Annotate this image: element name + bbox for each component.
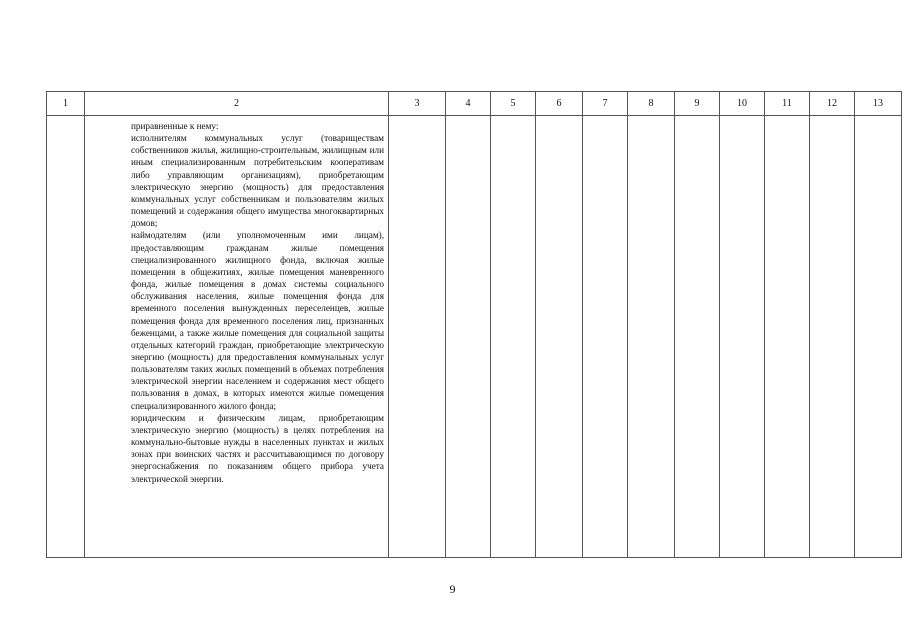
column-header-10: 10 <box>720 92 765 116</box>
cell-col-11 <box>765 116 810 558</box>
cell-col-9 <box>675 116 720 558</box>
consumer-description <box>131 120 384 485</box>
column-header-9: 9 <box>675 92 720 116</box>
cell-col-4 <box>446 116 491 558</box>
column-header-11: 11 <box>765 92 810 116</box>
page-number: 9 <box>449 582 456 596</box>
cell-col-5 <box>491 116 536 558</box>
cell-col-10 <box>720 116 765 558</box>
column-header-5: 5 <box>491 92 536 116</box>
column-header-3: 3 <box>389 92 446 116</box>
column-number-row <box>47 92 902 116</box>
cell-col-12 <box>810 116 855 558</box>
description-paragraph: приравненные к нему: <box>131 121 219 131</box>
column-header-12: 12 <box>810 92 855 116</box>
table-row <box>47 116 902 558</box>
column-header-8: 8 <box>628 92 675 116</box>
tariff-table <box>46 91 902 558</box>
cell-col-2 <box>85 116 389 558</box>
cell-col-3 <box>389 116 446 558</box>
column-header-4: 4 <box>446 92 491 116</box>
description-paragraph: наймодателям (или уполномоченным ими лицам), предоставляющим гражданам жилые помещения специализированного жилищного фонда, включая жилые помещения в общежитиях, жилые помещения маневренного фонда, жилые помещения в домах системы социального обслуживания населения, жилые помещения фонда для временного поселения вынужденных переселенцев, жилые помещения фонда для временного поселения лиц, признанных беженцами, а также жилые помещения для социальной защиты отдельных категорий граждан, приобретающие электрическую энергию (мощность) для предоставления коммунальных услуг пользователям таких жилых помещений в объемах потребления электрической энергии населением и содержания мест общего пользования в домах, в которых имеются жилые помещения специализированного жилого фонда; <box>131 230 384 411</box>
column-header-7: 7 <box>583 92 628 116</box>
cell-col-13 <box>855 116 902 558</box>
column-header-2: 2 <box>85 92 389 116</box>
cell-col-6 <box>536 116 583 558</box>
cell-col-1 <box>47 116 85 558</box>
description-paragraph: юридическим и физическим лицам, приобретающим электрическую энергию (мощность) в целях потребления на коммунально-бытовые нужды в населенных пунктах и жилых зонах при воинских частях и рассчитывающимся по договору энергоснабжения по показаниям общего прибора учета электрической энергии. <box>131 412 384 484</box>
cell-col-8 <box>628 116 675 558</box>
cell-col-7 <box>583 116 628 558</box>
column-header-6: 6 <box>536 92 583 116</box>
column-header-1: 1 <box>47 92 85 116</box>
description-paragraph: исполнителям коммунальных услуг (товариществам собственников жилья, жилищно-строительным, жилищным или иным специализированным потребительским кооперативам либо управляющим организациям), приобретающим электрическую энергию (мощность) для предоставления коммунальных услуг собственникам и пользователям жилых помещений и содержания общего имущества многоквартирных домов; <box>131 133 384 229</box>
column-header-13: 13 <box>855 92 902 116</box>
